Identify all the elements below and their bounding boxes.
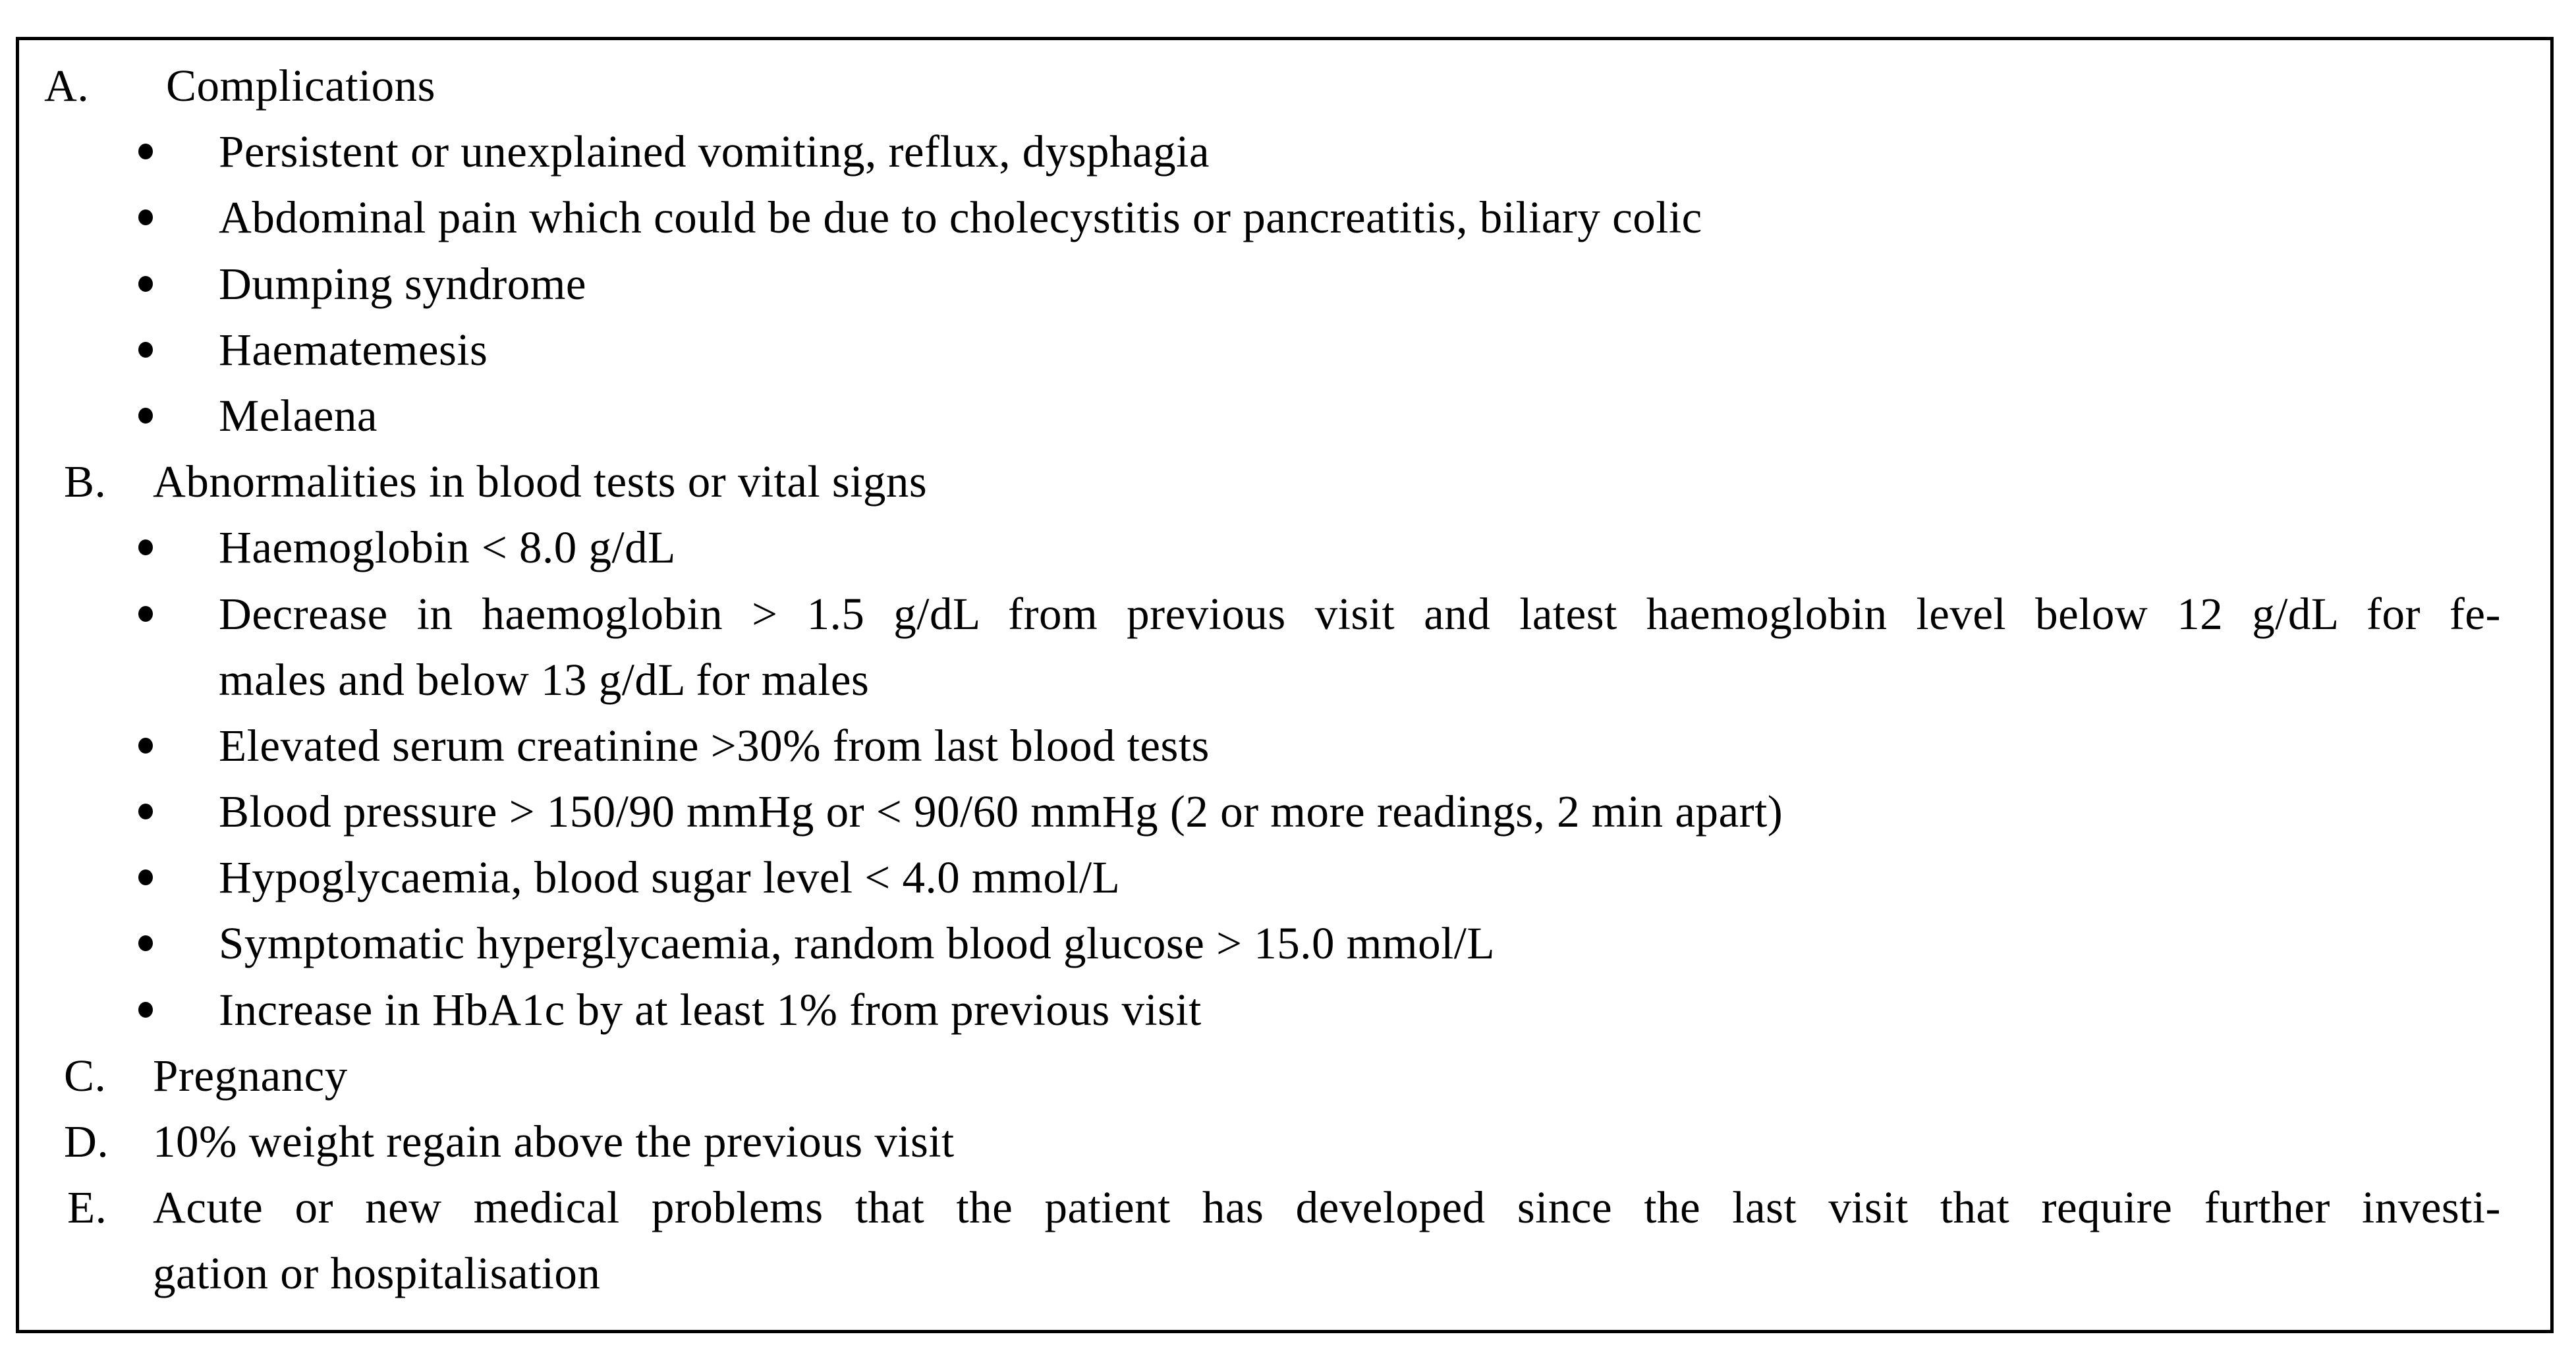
section-c-heading xyxy=(0,1043,2576,1109)
section-b-heading xyxy=(0,449,2576,514)
bullet-icon xyxy=(138,276,153,292)
list-item xyxy=(0,251,2576,317)
list-item-continuation xyxy=(0,647,2576,713)
section-e-heading xyxy=(0,1174,2576,1240)
item-text: Hypoglycaemia, blood sugar level < 4.0 mmol/L xyxy=(219,852,1121,903)
section-label: C. xyxy=(64,1050,107,1101)
item-text: Symptomatic hyperglycaemia, random blood glucose > 15.0 mmol/L xyxy=(219,918,1496,969)
section-title: gation or hospitalisation xyxy=(153,1248,601,1299)
criteria-list xyxy=(0,53,2576,1307)
section-a-heading xyxy=(0,53,2576,119)
bullet-icon xyxy=(138,738,153,754)
bullet-icon xyxy=(138,1002,153,1018)
section-d-heading xyxy=(0,1109,2576,1174)
bullet-icon xyxy=(138,606,153,622)
item-text: Blood pressure > 150/90 mmHg or < 90/60 mmHg (2 or more readings, 2 min apart) xyxy=(219,786,1783,837)
item-text: Increase in HbA1c by at least 1% from previous visit xyxy=(219,984,1202,1035)
section-label: E. xyxy=(67,1182,107,1233)
bullet-icon xyxy=(138,144,153,159)
bullet-icon xyxy=(138,342,153,358)
section-label: A. xyxy=(44,61,90,111)
list-item xyxy=(0,317,2576,383)
section-label: D. xyxy=(64,1116,109,1167)
bullet-icon xyxy=(138,539,153,555)
item-text: Persistent or unexplained vomiting, reflux, dysphagia xyxy=(219,126,1210,177)
item-text: males and below 13 g/dL for males xyxy=(219,654,870,705)
section-title: Complications xyxy=(166,61,435,111)
item-text: Decrease in haemoglobin > 1.5 g/dL from previous visit and latest haemoglobin level below 12 g/dL for fe- xyxy=(219,588,2501,639)
bullet-icon xyxy=(138,209,153,225)
list-item xyxy=(0,977,2576,1043)
item-text: Haematemesis xyxy=(219,324,488,375)
item-text: Haemoglobin < 8.0 g/dL xyxy=(219,522,676,573)
section-title: Pregnancy xyxy=(153,1050,348,1101)
list-item xyxy=(0,844,2576,910)
list-item xyxy=(0,581,2576,647)
section-title: 10% weight regain above the previous visit xyxy=(153,1116,955,1167)
list-item xyxy=(0,383,2576,449)
item-text: Dumping syndrome xyxy=(219,258,587,309)
item-text: Melaena xyxy=(219,390,378,441)
list-item xyxy=(0,514,2576,580)
section-title: Acute or new medical problems that the patient has developed since the last visit that require further investi- xyxy=(153,1182,2501,1233)
item-text: Elevated serum creatinine >30% from last blood tests xyxy=(219,720,1210,771)
list-item xyxy=(0,119,2576,184)
bullet-icon xyxy=(138,408,153,424)
item-text: Abdominal pain which could be due to cholecystitis or pancreatitis, biliary colic xyxy=(219,192,1702,243)
section-title: Abnormalities in blood tests or vital signs xyxy=(153,456,928,507)
bullet-icon xyxy=(138,869,153,885)
list-item xyxy=(0,910,2576,976)
list-item xyxy=(0,779,2576,844)
bullet-icon xyxy=(138,935,153,951)
section-e-continuation xyxy=(0,1240,2576,1306)
section-label: B. xyxy=(64,456,107,507)
list-item xyxy=(0,713,2576,779)
bullet-icon xyxy=(138,804,153,819)
list-item xyxy=(0,184,2576,250)
